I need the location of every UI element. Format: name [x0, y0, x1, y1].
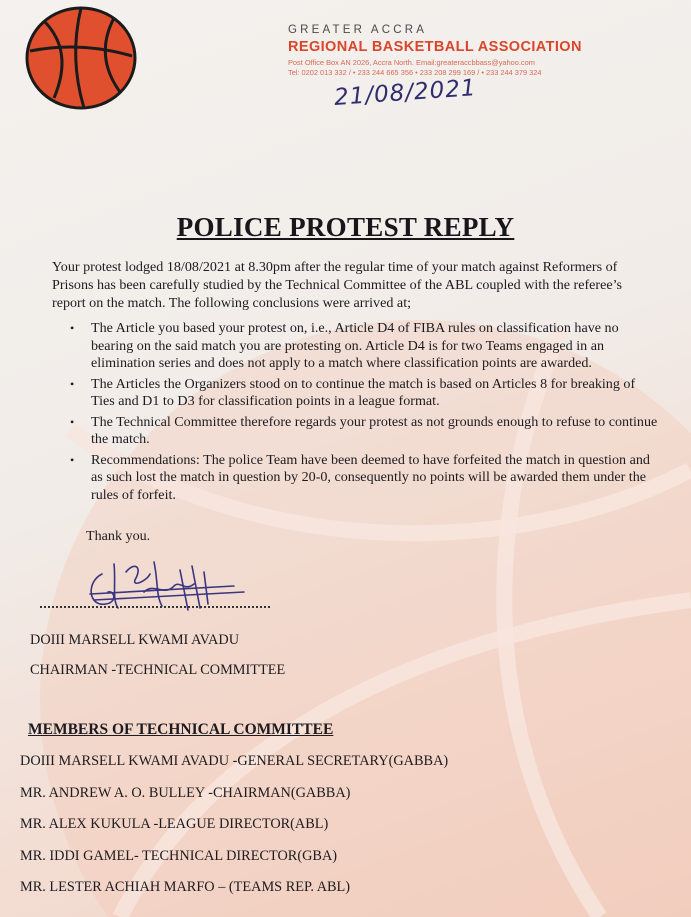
letterhead [288, 24, 678, 78]
list-item-text: Recommendations: The police Team have been deemed to have forfeited the match in question and as such lost the match in question by 20-0, consequently no points will be awarded them under the rules of forfeit. [91, 451, 650, 503]
signatory-role: CHAIRMAN -TECHNICAL COMMITTEE [30, 662, 286, 678]
bullet-icon: • [70, 414, 75, 429]
conclusions-list [70, 320, 660, 507]
handwritten-date: 21/08/2021 [333, 75, 478, 111]
member-item: MR. LESTER ACHIAH MARFO – (TEAMS REP. ABL) [20, 879, 351, 895]
org-name: REGIONAL BASKETBALL ASSOCIATION [288, 39, 582, 55]
member-item: MR. ALEX KUKULA -LEAGUE DIRECTOR(ABL) [20, 816, 329, 832]
org-region: GREATER ACCRA [288, 24, 428, 36]
bullet-icon: • [70, 452, 75, 467]
list-item-text: The Articles the Organizers stood on to continue the match is based on Articles 8 for breaking of Ties and D1 to D3 for classification points in a league format. [91, 375, 636, 409]
contact-address: Post Office Box AN 2026, Accra North. Email:greateraccbbass@yahoo.com [288, 58, 535, 67]
list-item [70, 414, 660, 449]
list-item [70, 320, 660, 373]
member-item: MR. IDDI GAMEL- TECHNICAL DIRECTOR(GBA) [20, 847, 338, 864]
members-list [20, 752, 448, 910]
bullet-icon: • [70, 376, 75, 391]
member-item: DOIII MARSELL KWAMI AVADU -GENERAL SECRETARY(GABBA) [20, 753, 449, 769]
list-item-text: The Article you based your protest on, i.e., Article D4 of FIBA rules on classification have no bearing on the said match you are protesting on. Article D4 is for two Teams engaged in an elimination series and does not apply to a match where classification points are awarded. [91, 320, 619, 371]
closing-thanks: Thank you. [86, 528, 151, 544]
list-item-text: The Technical Committee therefore regards your protest as not grounds enough to refuse to continue the match. [91, 413, 658, 447]
basketball-logo-icon [24, 6, 138, 110]
signature-line [40, 606, 270, 608]
list-item [70, 376, 660, 411]
members-heading: MEMBERS OF TECHNICAL COMMITTEE [28, 721, 334, 738]
contact-phones: Tel: 0202 013 332 / • 233 244 665 356 • 233 208 299 169 / • 233 244 379 324 [288, 68, 542, 77]
intro-paragraph: Your protest lodged 18/08/2021 at 8.30pm after the regular time of your match against Reformers of Prisons has been carefully studied by the Technical Committee of the ABL coupled with the referee’s report on the match. The following conclusions were arrived at; [52, 259, 623, 311]
document-title: POLICE PROTEST REPLY [176, 212, 515, 242]
signatory-name: DOIII MARSELL KWAMI AVADU [30, 632, 240, 648]
signature [84, 552, 254, 622]
member-item: MR. ANDREW A. O. BULLEY -CHAIRMAN(GABBA) [20, 784, 351, 801]
list-item [70, 452, 660, 505]
bullet-icon: • [70, 321, 75, 335]
